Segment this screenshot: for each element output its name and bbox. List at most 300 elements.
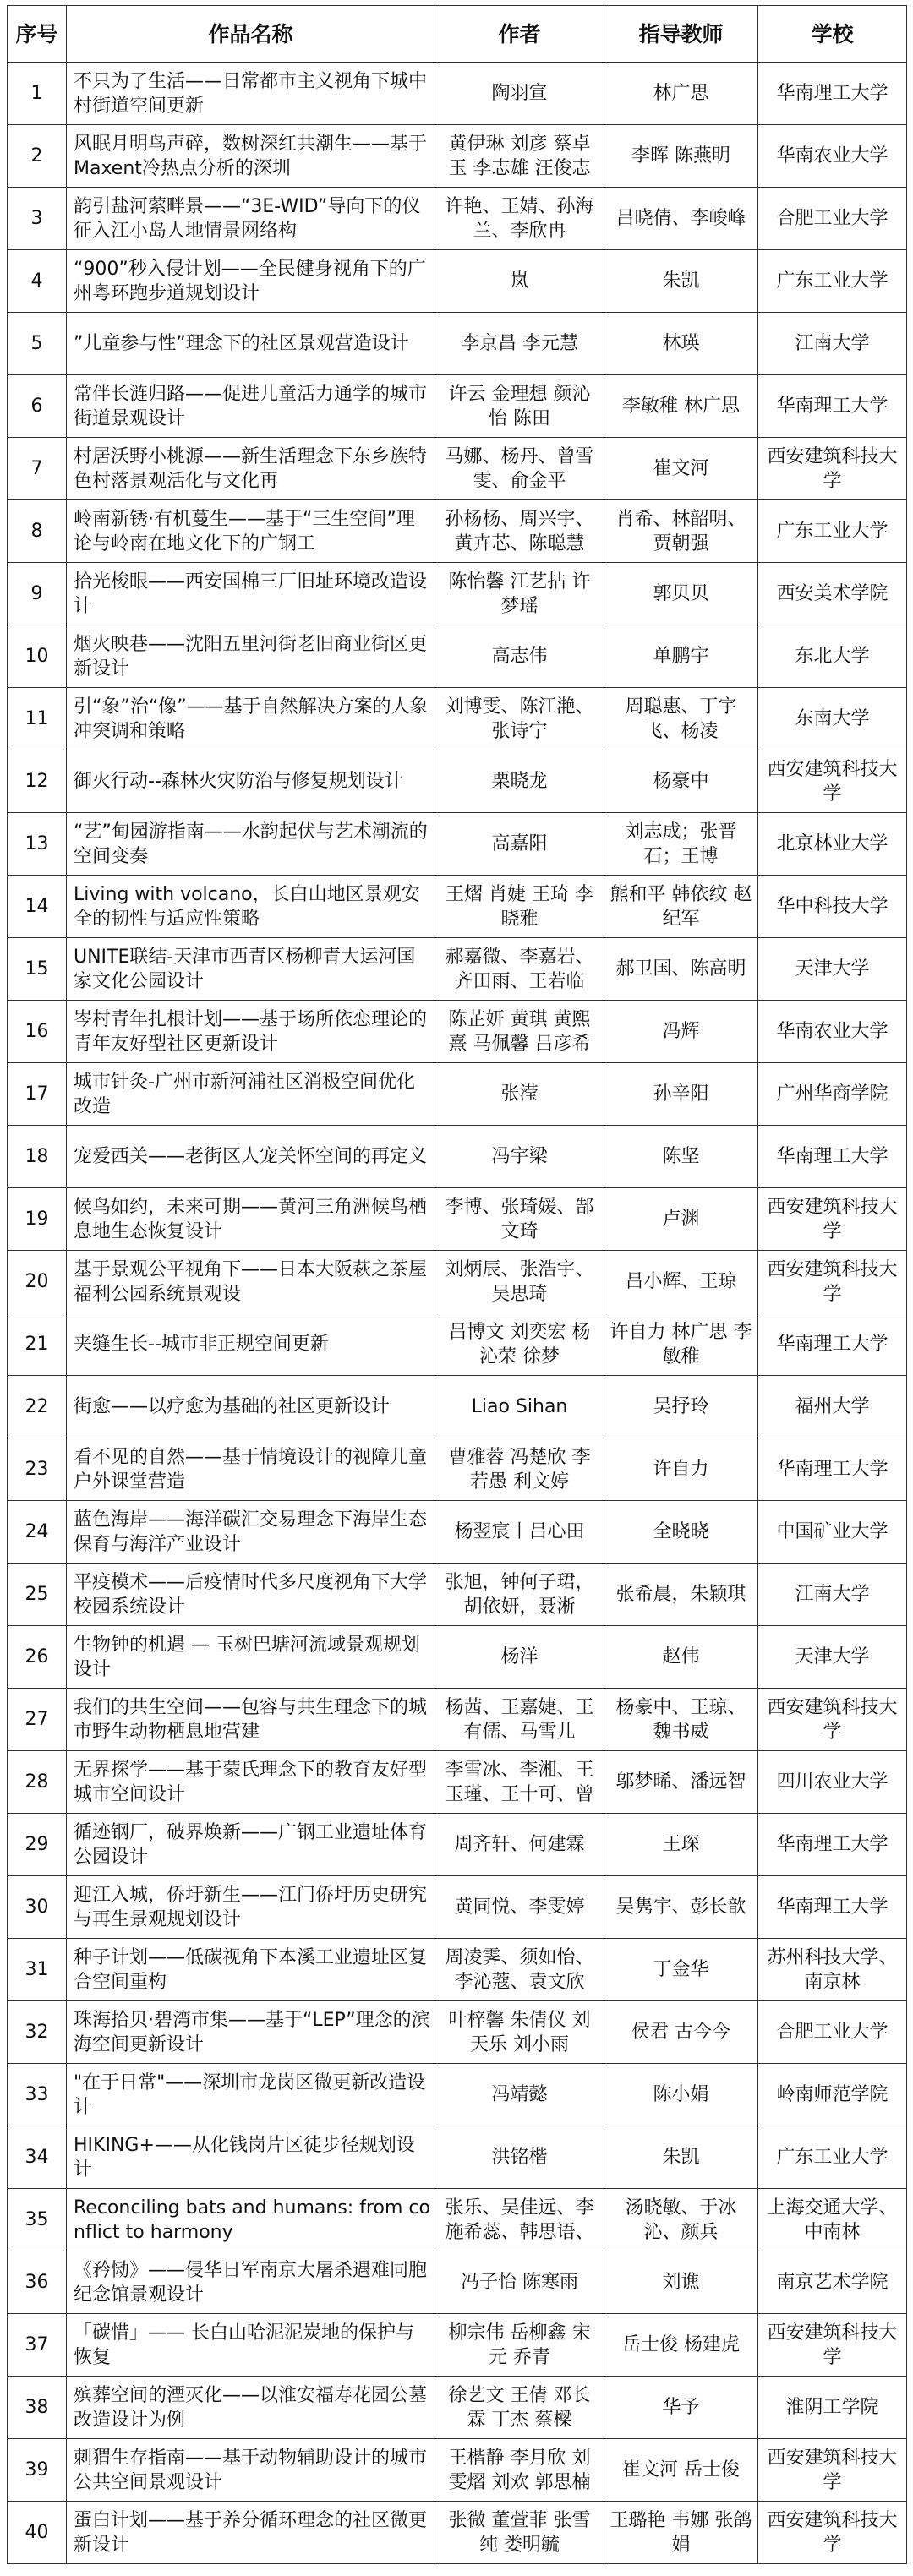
cell-author xyxy=(435,1501,604,1564)
cell-author xyxy=(435,1001,604,1063)
cell-author xyxy=(435,125,604,188)
cell-work-title xyxy=(67,1376,435,1438)
table-row xyxy=(8,2189,907,2251)
cell-school xyxy=(758,1814,907,1876)
cell-school-text: 合肥工业大学 xyxy=(776,2022,888,2043)
cell-author xyxy=(435,1626,604,1689)
table-row xyxy=(8,1251,907,1313)
cell-work-title-text: HIKING+——从化钱岗片区徒步径规划设计 xyxy=(74,2134,415,2180)
cell-school-text: 广东工业大学 xyxy=(776,270,888,292)
cell-advisor xyxy=(604,876,758,938)
cell-advisor-text: 邬梦晞、潘远智 xyxy=(615,1771,746,1793)
cell-work-title-text: 御火行动--森林火灾防治与修复规划设计 xyxy=(74,771,403,792)
cell-no xyxy=(8,1376,67,1438)
cell-author xyxy=(435,438,604,500)
table-row xyxy=(8,313,907,375)
cell-no-text: 3 xyxy=(30,208,43,229)
cell-work-title-text: 《矜恸》——侵华日军南京大屠杀遇难同胞纪念馆景观设计 xyxy=(74,2259,428,2306)
cell-author xyxy=(435,813,604,876)
cell-advisor-text: 王琛 xyxy=(662,1834,700,1855)
cell-author xyxy=(435,1814,604,1876)
cell-no-text: 35 xyxy=(25,2209,49,2230)
table-row xyxy=(8,2439,907,2502)
cell-no xyxy=(8,1063,67,1126)
cell-author-text: 张微 董萱菲 张雪纯 娄明毓 xyxy=(448,2509,591,2556)
cell-no-text: 25 xyxy=(25,1584,49,1605)
cell-work-title xyxy=(67,250,435,313)
cell-work-title xyxy=(67,1626,435,1689)
cell-no-text: 1 xyxy=(30,83,43,104)
cell-author-text: 张滢 xyxy=(500,1083,539,1105)
cell-advisor xyxy=(604,2064,758,2126)
cell-no xyxy=(8,500,67,563)
cell-no xyxy=(8,1939,67,2001)
cell-work-title xyxy=(67,876,435,938)
cell-school xyxy=(758,250,907,313)
cell-advisor xyxy=(604,1876,758,1939)
cell-work-title xyxy=(67,2502,435,2564)
cell-school-text: 北京林业大学 xyxy=(776,833,888,854)
cell-work-title-text: 生物钟的机遇 — 玉树巴塘河流域景观规划设计 xyxy=(74,1634,420,1680)
cell-advisor-text: 崔文河 岳士俊 xyxy=(622,2459,740,2480)
table-row xyxy=(8,1939,907,2001)
cell-work-title xyxy=(67,500,435,563)
table-header-row xyxy=(8,6,907,63)
cell-no-text: 39 xyxy=(25,2459,49,2480)
cell-advisor xyxy=(604,2189,758,2251)
cell-author-text: 孙杨杨、周兴宇、黄卉芯、陈聪慧 xyxy=(445,508,594,554)
cell-advisor xyxy=(604,1126,758,1188)
cell-work-title-text: 城市针灸-广州市新河浦社区消极空间优化改造 xyxy=(74,1071,415,1117)
cell-work-title xyxy=(67,1001,435,1063)
cell-no xyxy=(8,1814,67,1876)
cell-work-title-text: 韵引盐河萦畔景——“3E-WID”导向下的仪征入江小岛人地情景网络构 xyxy=(74,195,421,242)
cell-school xyxy=(758,1626,907,1689)
cell-work-title xyxy=(67,438,435,500)
cell-school xyxy=(758,1751,907,1814)
cell-work-title-text: 平疫模术——后疫情时代多尺度视角下大学校园系统设计 xyxy=(74,1571,428,1618)
cell-school-text: 广东工业大学 xyxy=(776,2147,888,2168)
table-row xyxy=(8,125,907,188)
cell-school xyxy=(758,2439,907,2502)
table-row xyxy=(8,375,907,438)
cell-advisor-text: 郭贝贝 xyxy=(653,583,709,604)
cell-school xyxy=(758,1001,907,1063)
cell-no xyxy=(8,438,67,500)
cell-advisor xyxy=(604,1438,758,1501)
cell-no xyxy=(8,1689,67,1751)
cell-school-text: 华中科技大学 xyxy=(776,896,888,917)
table-row xyxy=(8,1313,907,1376)
cell-author-text: 陈芷妍 黄琪 黄熙熹 马佩馨 吕彦希 xyxy=(448,1008,591,1055)
cell-advisor xyxy=(604,1689,758,1751)
cell-advisor-text: 汤晓敏、于冰沁、颜兵 xyxy=(625,2197,737,2243)
cell-school-text: 华南理工大学 xyxy=(776,1334,888,1355)
cell-school xyxy=(758,2001,907,2064)
cell-school xyxy=(758,1251,907,1313)
cell-advisor xyxy=(604,250,758,313)
cell-school xyxy=(758,1126,907,1188)
table-row xyxy=(8,2001,907,2064)
cell-school-text: 福州大学 xyxy=(795,1396,870,1417)
cell-work-title xyxy=(67,1876,435,1939)
cell-author-text: 黄同悦、李雯婷 xyxy=(454,1897,585,1918)
cell-no-text: 4 xyxy=(30,270,43,292)
cell-advisor xyxy=(604,2126,758,2189)
cell-advisor xyxy=(604,1313,758,1376)
cell-author-text: 李博、张琦媛、郜文琦 xyxy=(445,1196,594,1242)
cell-no-text: 22 xyxy=(25,1396,49,1417)
table-row xyxy=(8,625,907,688)
cell-author-text: Liao Sihan xyxy=(471,1396,568,1417)
cell-advisor xyxy=(604,2377,758,2439)
cell-author-text: 郝嘉微、李嘉岩、齐田雨、王若临 xyxy=(445,946,594,992)
cell-work-title xyxy=(67,2439,435,2502)
table-row xyxy=(8,1438,907,1501)
cell-school-text: 华南理工大学 xyxy=(776,396,888,417)
table-row xyxy=(8,750,907,813)
cell-work-title-text: UNITE联结-天津市西青区杨柳青大运河国家文化公园设计 xyxy=(74,946,416,992)
cell-author-text: 冯宇梁 xyxy=(491,1146,548,1167)
cell-school xyxy=(758,1501,907,1564)
cell-advisor-text: 熊和平 韩依纹 赵纪军 xyxy=(610,883,752,930)
cell-school-text: 江南大学 xyxy=(795,1584,870,1605)
cell-advisor-text: 陈小娟 xyxy=(653,2084,709,2105)
cell-school-text: 天津大学 xyxy=(795,958,870,980)
cell-no xyxy=(8,125,67,188)
cell-no xyxy=(8,1564,67,1626)
cell-school-text: 西安建筑科技大学 xyxy=(767,2447,898,2493)
cell-author xyxy=(435,250,604,313)
cell-no xyxy=(8,2251,67,2314)
cell-work-title xyxy=(67,1751,435,1814)
cell-school-text: 中国矿业大学 xyxy=(776,1521,888,1542)
table-row xyxy=(8,1626,907,1689)
cell-no-text: 36 xyxy=(25,2272,49,2293)
cell-no xyxy=(8,313,67,375)
cell-author xyxy=(435,1876,604,1939)
cell-school-text: 东北大学 xyxy=(795,646,870,667)
cell-school xyxy=(758,2251,907,2314)
cell-advisor xyxy=(604,625,758,688)
cell-no-text: 7 xyxy=(30,458,43,479)
header-no: 序号 xyxy=(8,6,67,63)
cell-work-title xyxy=(67,1939,435,2001)
cell-work-title-text: 蓝色海岸——海洋碳汇交易理念下海岸生态保育与海洋产业设计 xyxy=(74,1509,428,1555)
cell-author-text: 杨茜、王嘉婕、王有儒、马雪儿 xyxy=(445,1696,594,1743)
cell-advisor xyxy=(604,63,758,125)
cell-author xyxy=(435,1564,604,1626)
cell-work-title xyxy=(67,563,435,625)
cell-school-text: 苏州科技大学、南京林 xyxy=(767,1946,898,1993)
cell-author-text: 周齐轩、何建霖 xyxy=(454,1834,585,1855)
cell-advisor xyxy=(604,1188,758,1251)
cell-author xyxy=(435,2377,604,2439)
cell-advisor xyxy=(604,125,758,188)
cell-no xyxy=(8,2377,67,2439)
cell-work-title xyxy=(67,2251,435,2314)
cell-no-text: 18 xyxy=(25,1146,49,1167)
cell-advisor-text: 华予 xyxy=(662,2397,700,2418)
table-row xyxy=(8,438,907,500)
cell-work-title xyxy=(67,1188,435,1251)
cell-no xyxy=(8,2314,67,2377)
cell-school-text: 华南农业大学 xyxy=(776,145,888,166)
cell-advisor xyxy=(604,313,758,375)
cell-advisor xyxy=(604,1376,758,1438)
cell-work-title xyxy=(67,188,435,250)
cell-advisor xyxy=(604,500,758,563)
cell-no xyxy=(8,563,67,625)
table-row xyxy=(8,1689,907,1751)
cell-work-title-text: 烟火映巷——沈阳五里河街老旧商业街区更新设计 xyxy=(74,633,428,679)
cell-author-text: 曹雅蓉 冯楚欣 李若愚 利文婷 xyxy=(448,1446,591,1493)
cell-advisor-text: 赵伟 xyxy=(662,1646,700,1667)
cell-advisor-text: 王璐艳 韦娜 张鸽娟 xyxy=(610,2509,752,2556)
cell-work-title-text: 我们的共生空间——包容与共生理念下的城市野生动物栖息地营建 xyxy=(74,1696,428,1743)
cell-school xyxy=(758,688,907,750)
cell-no-text: 14 xyxy=(25,896,49,917)
cell-school-text: 淮阴工学院 xyxy=(785,2397,879,2418)
cell-author xyxy=(435,2314,604,2377)
header-author: 作者 xyxy=(435,6,604,63)
cell-advisor xyxy=(604,438,758,500)
cell-no-text: 21 xyxy=(25,1334,49,1355)
cell-work-title-text: Living with volcano，长白山地区景观安全的韧性与适应性策略 xyxy=(74,883,420,930)
cell-no-text: 34 xyxy=(25,2147,49,2168)
table-row xyxy=(8,2314,907,2377)
cell-work-title-text: 岑村青年扎根计划——基于场所依恋理论的青年友好型社区更新设计 xyxy=(74,1008,428,1055)
cell-no-text: 26 xyxy=(25,1646,49,1667)
cell-advisor-text: 吴抒玲 xyxy=(653,1396,709,1417)
cell-no-text: 10 xyxy=(25,646,49,667)
cell-work-title xyxy=(67,2314,435,2377)
cell-advisor xyxy=(604,1626,758,1689)
cell-author-text: 吕博文 刘奕宏 杨沁荣 徐梦 xyxy=(448,1321,591,1367)
cell-author-text: 黄伊琳 刘彦 蔡卓玉 李志雄 汪俊志 xyxy=(448,133,591,179)
cell-author-text: 许艳、王婧、孙海兰、李欣冉 xyxy=(445,195,594,242)
cell-work-title xyxy=(67,2126,435,2189)
cell-school xyxy=(758,2314,907,2377)
cell-author-text: 周凌霁、须如怡、李沁蔻、袁文欣 xyxy=(445,1946,594,1993)
cell-author-text: 杨翌宸丨吕心田 xyxy=(454,1521,585,1542)
cell-author xyxy=(435,1689,604,1751)
cell-no xyxy=(8,2001,67,2064)
cell-advisor-text: 刘谯 xyxy=(662,2272,700,2293)
cell-work-title xyxy=(67,1814,435,1876)
cell-author xyxy=(435,1438,604,1501)
cell-no-text: 27 xyxy=(25,1709,49,1730)
table-row xyxy=(8,1876,907,1939)
cell-advisor-text: 侯君 古今今 xyxy=(631,2022,730,2043)
cell-no xyxy=(8,250,67,313)
cell-advisor xyxy=(604,2001,758,2064)
table-row xyxy=(8,1188,907,1251)
cell-work-title-text: 珠海拾贝·碧湾市集——基于“LEP”理念的滨海空间更新设计 xyxy=(74,2009,430,2055)
cell-school xyxy=(758,2377,907,2439)
cell-school-text: 西安建筑科技大学 xyxy=(767,2509,898,2556)
cell-author-text: 杨洋 xyxy=(500,1646,539,1667)
cell-school-text: 岭南师范学院 xyxy=(776,2084,888,2105)
cell-school-text: 广州华商学院 xyxy=(776,1083,888,1105)
cell-school-text: 广东工业大学 xyxy=(776,521,888,542)
cell-advisor xyxy=(604,2439,758,2502)
table-row xyxy=(8,1001,907,1063)
cell-author-text: 刘炳辰、张浩宇、吴思琦 xyxy=(445,1258,594,1305)
cell-school xyxy=(758,563,907,625)
cell-school xyxy=(758,1313,907,1376)
cell-work-title-text: 基于景观公平视角下——日本大阪萩之茶屋福利公园系统景观设 xyxy=(74,1258,428,1305)
cell-author xyxy=(435,500,604,563)
cell-work-title xyxy=(67,2064,435,2126)
cell-author xyxy=(435,2189,604,2251)
cell-no xyxy=(8,2439,67,2502)
cell-no xyxy=(8,625,67,688)
cell-no-text: 29 xyxy=(25,1834,49,1855)
table-row xyxy=(8,1814,907,1876)
cell-no xyxy=(8,813,67,876)
cell-no-text: 31 xyxy=(25,1959,49,1980)
cell-no-text: 8 xyxy=(30,521,43,542)
cell-advisor xyxy=(604,1063,758,1126)
table-row xyxy=(8,876,907,938)
table-row xyxy=(8,2126,907,2189)
cell-school xyxy=(758,2502,907,2564)
cell-school xyxy=(758,2189,907,2251)
cell-no-text: 20 xyxy=(25,1271,49,1292)
cell-work-title-text: 岭南新锈·有机蔓生——基于“三生空间”理论与岭南在地文化下的广钢工 xyxy=(74,508,415,554)
cell-advisor-text: 崔文河 xyxy=(653,458,709,479)
cell-author-text: 冯靖懿 xyxy=(491,2084,548,2105)
cell-work-title-text: 种子计划——低碳视角下本溪工业遗址区复合空间重构 xyxy=(74,1946,428,1993)
cell-author-text: 王楷静 李月欣 刘雯熠 刘欢 郭思楠 xyxy=(448,2447,591,2493)
cell-no xyxy=(8,1876,67,1939)
cell-work-title xyxy=(67,1126,435,1188)
cell-work-title-text: 拾光梭眼——西安国棉三厂旧址环境改造设计 xyxy=(74,570,428,617)
cell-work-title-text: 引“象”治“像”——基于自然解决方案的人象冲突调和策略 xyxy=(74,696,429,742)
cell-advisor-text: 丁金华 xyxy=(653,1959,709,1980)
cell-advisor-text: 岳士俊 杨建虎 xyxy=(622,2334,740,2355)
cell-no-text: 37 xyxy=(25,2334,49,2355)
cell-author xyxy=(435,2251,604,2314)
cell-work-title-text: 风眠月明鸟声碎，数树深红共潮生——基于Maxent冷热点分析的深圳 xyxy=(74,133,428,179)
cell-advisor xyxy=(604,2314,758,2377)
table-row xyxy=(8,1376,907,1438)
cell-author xyxy=(435,313,604,375)
cell-author xyxy=(435,938,604,1001)
cell-school xyxy=(758,813,907,876)
cell-no-text: 16 xyxy=(25,1021,49,1042)
cell-advisor xyxy=(604,375,758,438)
cell-work-title-text: 蛋白计划——基于养分循环理念的社区微更新设计 xyxy=(74,2509,428,2556)
cell-no xyxy=(8,1751,67,1814)
cell-no xyxy=(8,375,67,438)
cell-author xyxy=(435,2001,604,2064)
cell-no-text: 9 xyxy=(30,583,43,604)
cell-no xyxy=(8,1001,67,1063)
cell-advisor xyxy=(604,750,758,813)
cell-author xyxy=(435,625,604,688)
cell-school xyxy=(758,438,907,500)
cell-no-text: 19 xyxy=(25,1209,49,1230)
cell-author-text: 陶羽宣 xyxy=(491,83,548,104)
cell-work-title xyxy=(67,125,435,188)
cell-author-text: 柳宗伟 岳柳鑫 宋元 乔青 xyxy=(448,2322,591,2368)
cell-work-title-text: Reconciling bats and humans: from conflict to harmony xyxy=(74,2197,430,2243)
cell-no xyxy=(8,1438,67,1501)
cell-work-title-text: 常伴长涟归路——促进儿童活力通学的城市街道景观设计 xyxy=(74,383,428,429)
cell-school xyxy=(758,313,907,375)
cell-work-title xyxy=(67,1689,435,1751)
cell-school xyxy=(758,876,907,938)
cell-advisor-text: 许自力 xyxy=(653,1459,709,1480)
cell-work-title xyxy=(67,750,435,813)
cell-author xyxy=(435,63,604,125)
cell-advisor-text: 郝卫国、陈高明 xyxy=(615,958,746,980)
cell-work-title-text: “900”秒入侵计划——全民健身视角下的广州粤环跑步道规划设计 xyxy=(74,258,426,304)
cell-author-text: 李京昌 李元慧 xyxy=(461,333,578,354)
cell-no xyxy=(8,1501,67,1564)
cell-advisor-text: 肖希、林韶明、贾朝强 xyxy=(615,508,746,554)
cell-advisor-text: 单鹏宇 xyxy=(653,646,709,667)
cell-work-title xyxy=(67,1438,435,1501)
cell-no xyxy=(8,2502,67,2564)
cell-advisor-text: 卢渊 xyxy=(662,1209,700,1230)
cell-work-title-text: 迎江入城，侨圩新生——江门侨圩历史研究与再生景观规划设计 xyxy=(74,1884,428,1930)
cell-author xyxy=(435,1376,604,1438)
cell-no xyxy=(8,1313,67,1376)
cell-advisor-text: 吕晓倩、李峻峰 xyxy=(615,208,746,229)
cell-author xyxy=(435,876,604,938)
cell-no-text: 32 xyxy=(25,2022,49,2043)
cell-advisor xyxy=(604,1501,758,1564)
cell-school xyxy=(758,1063,907,1126)
cell-no xyxy=(8,688,67,750)
cell-advisor-text: 许自力 林广思 李敏稚 xyxy=(610,1321,752,1367)
cell-school xyxy=(758,750,907,813)
table-row xyxy=(8,500,907,563)
cell-work-title-text: 看不见的自然——基于情境设计的视障儿童户外课堂营造 xyxy=(74,1446,428,1493)
cell-author-text: 张旭，钟何子珺，胡依妍，聂淅 xyxy=(445,1571,594,1618)
cell-work-title-text: “艺”甸园游指南——水韵起伏与艺术潮流的空间变奏 xyxy=(74,821,428,867)
cell-author xyxy=(435,563,604,625)
cell-author xyxy=(435,2126,604,2189)
table-row xyxy=(8,2251,907,2314)
cell-advisor xyxy=(604,563,758,625)
cell-work-title xyxy=(67,313,435,375)
table-row xyxy=(8,63,907,125)
cell-school-text: 江南大学 xyxy=(795,333,870,354)
cell-school-text: 西安建筑科技大学 xyxy=(767,445,898,492)
cell-no-text: 23 xyxy=(25,1459,49,1480)
cell-no-text: 12 xyxy=(25,771,49,792)
table-row xyxy=(8,2377,907,2439)
cell-school-text: 西安建筑科技大学 xyxy=(767,1696,898,1743)
cell-no xyxy=(8,750,67,813)
cell-advisor-text: 李敏稚 林广思 xyxy=(622,396,740,417)
cell-no-text: 33 xyxy=(25,2084,49,2105)
cell-advisor-text: 孙辛阳 xyxy=(653,1083,709,1105)
cell-school-text: 西安美术学院 xyxy=(776,583,888,604)
header-advisor: 指导教师 xyxy=(604,6,758,63)
cell-school xyxy=(758,1376,907,1438)
cell-no-text: 13 xyxy=(25,833,49,854)
cell-work-title xyxy=(67,625,435,688)
cell-author-text: 陈怡馨 江艺拈 许梦瑶 xyxy=(448,570,591,617)
table-row xyxy=(8,1564,907,1626)
cell-advisor xyxy=(604,1814,758,1876)
cell-no xyxy=(8,1188,67,1251)
